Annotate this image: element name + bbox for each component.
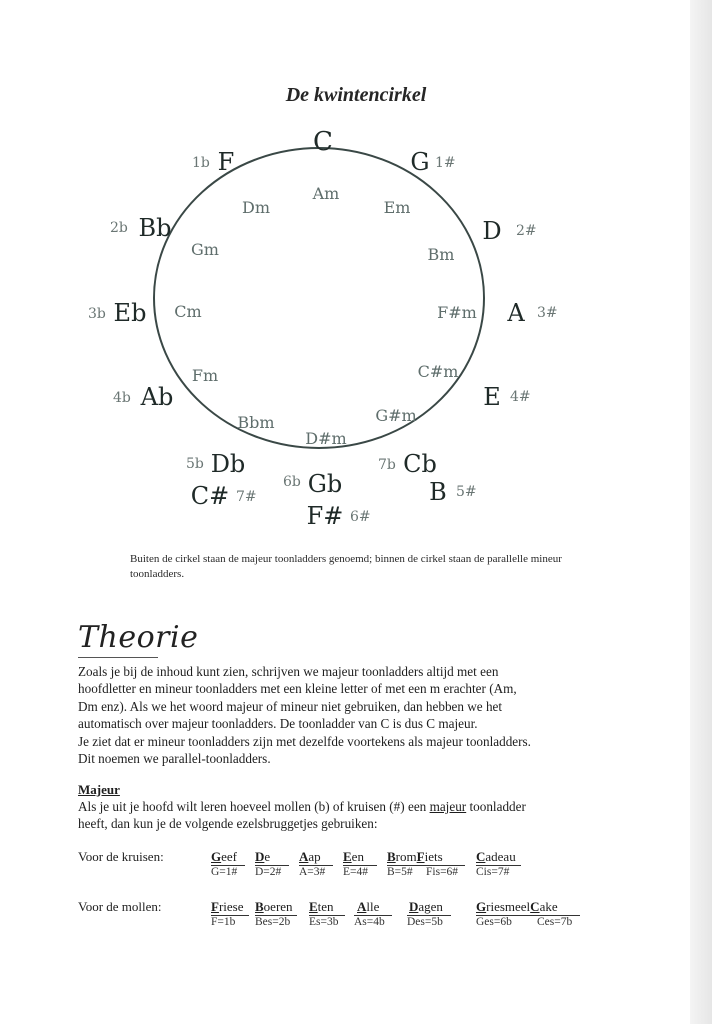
- mnemonic-word-geef: [211, 849, 237, 865]
- major-acc-db: 5b: [186, 456, 204, 472]
- minor-key-bm: Bm: [427, 245, 455, 264]
- minor-key-csharpm: C#m: [417, 362, 459, 381]
- mnemonic-initial: E: [309, 899, 318, 914]
- theory-line: Zoals je bij de inhoud kunt zien, schrijven we majeur toonladders altijd met een: [78, 664, 499, 679]
- major-key-ab: Ab: [140, 383, 174, 411]
- majeur-emphasis: majeur: [429, 799, 467, 814]
- mnemonic-word-dagen: [409, 899, 443, 915]
- major-key-cb: Cb: [403, 450, 437, 478]
- theory-line: automatisch over majeur toonladders. De toonladder van C is dus C majeur.: [78, 716, 478, 732]
- majeur-line-2: heeft, dan kun je de volgende ezelsbruggetjes gebruiken:: [78, 816, 378, 831]
- theory-line: Dit noemen we parallel-toonladders.: [78, 751, 271, 767]
- page-title: De kwintencirkel: [285, 84, 427, 106]
- mnemonic-rest: ake: [539, 899, 558, 914]
- mnemonic-rest: rom: [395, 849, 417, 864]
- majeur-paragraph: [78, 798, 598, 832]
- mnemonic-rest: ap: [308, 849, 321, 864]
- major-key-eb: Eb: [113, 299, 147, 327]
- mnemonic-value: Des=5b: [407, 916, 443, 928]
- mnemonic-rest: lle: [366, 899, 380, 914]
- major-key-f: F: [217, 148, 235, 176]
- mnemonic-initial: B: [387, 849, 396, 864]
- mnemonic-rest: e: [264, 849, 271, 864]
- majeur-line-1: [78, 798, 598, 815]
- majeur-heading: Majeur: [78, 782, 120, 797]
- major-key-b: B: [429, 478, 447, 506]
- mnemonic-word-eten: [309, 899, 334, 915]
- major-acc-g: 1#: [435, 155, 456, 171]
- theory-line: hoofdletter en mineur toonladders met een kleine letter of met een m erachter (Am,: [78, 681, 517, 697]
- mnemonic-rest: eef: [221, 849, 237, 864]
- mnemonic-word-boeren: [255, 899, 293, 915]
- mnemonic-initial: A: [299, 849, 309, 864]
- major-key-a: A: [507, 299, 525, 327]
- major-key-fsharp: F#: [306, 502, 344, 530]
- minor-key-gsharpm: G#m: [375, 406, 417, 425]
- mnemonic-value: D=2#: [255, 866, 282, 878]
- theory-paragraph: [78, 663, 598, 767]
- major-acc-bb: 2b: [110, 220, 128, 236]
- major-key-e: E: [483, 383, 501, 411]
- major-key-g: G: [410, 148, 430, 176]
- mnemonic-word-alle: [357, 899, 379, 915]
- theory-line: Dm enz). Als we het woord majeur of mineur niet gebruiken, dan hebben we het: [78, 698, 503, 714]
- circle-caption: Buiten de cirkel staan de majeur toonladders genoemd; binnen de cirkel staan de parallelle mineur toonladders.: [130, 553, 562, 580]
- minor-key-fm: Fm: [191, 366, 219, 385]
- major-key-d: D: [482, 217, 502, 245]
- mnemonic-rest: adeau: [485, 849, 516, 864]
- mnemonic-value: F=1b: [211, 916, 236, 928]
- mnemonic-value: Ces=7b: [537, 916, 573, 928]
- mnemonic-initial: C: [476, 849, 486, 864]
- mnemonic-word-cadeau: [476, 849, 516, 865]
- mnemonic-value: Cis=7#: [476, 866, 510, 878]
- mnemonic-initial: C: [530, 899, 540, 914]
- theory-heading: Theorie: [78, 620, 199, 655]
- mnemonic-rest: riesmeel: [486, 899, 531, 914]
- major-key-csharp: C#: [190, 482, 230, 510]
- major-acc-ab: 4b: [113, 390, 131, 406]
- mnemonic-initial: F: [211, 899, 219, 914]
- mnemonic-initial: A: [357, 899, 367, 914]
- mnemonic-value: G=1#: [211, 866, 238, 878]
- mnemonic-word-de: [255, 849, 270, 865]
- mnemonic-value: B=5#: [387, 866, 413, 878]
- major-acc-eb: 3b: [88, 306, 106, 322]
- minor-key-fsharpm: F#m: [437, 303, 477, 322]
- mnemonic-initial: E: [343, 849, 352, 864]
- mnemonic-initial: D: [409, 899, 419, 914]
- mnemonic-initial: G: [211, 849, 222, 864]
- minor-key-bbm: Bbm: [237, 413, 275, 432]
- mnemonic-value: As=4b: [354, 916, 385, 928]
- major-acc-csharp: 7#: [236, 489, 257, 505]
- majeur-line-1-start: Als je uit je hoofd wilt leren hoeveel mollen (b) of kruisen (#) een: [78, 799, 430, 814]
- mnemonic-value: Bes=2b: [255, 916, 291, 928]
- major-key-c: C: [313, 127, 333, 157]
- major-key-bb: Bb: [138, 214, 172, 242]
- major-acc-a: 3#: [537, 305, 558, 321]
- major-acc-fsharp: 6#: [350, 509, 371, 525]
- flats-label: Voor de mollen:: [78, 899, 162, 914]
- minor-key-em: Em: [383, 198, 411, 217]
- mnemonic-word-bromfiets: [387, 849, 443, 865]
- major-acc-cb: 7b: [378, 457, 396, 473]
- major-key-db: Db: [210, 450, 246, 478]
- mnemonic-rest: riese: [218, 899, 244, 914]
- mnemonic-word-griesmeelcake: [476, 899, 558, 915]
- mnemonic-initial: F: [416, 849, 425, 864]
- mnemonic-rest: iets: [424, 849, 443, 864]
- mnemonic-word-aap: [299, 849, 321, 865]
- mnemonic-value: Fis=6#: [426, 866, 459, 878]
- mnemonic-word-een: [343, 849, 364, 865]
- majeur-line-1-end: toonladder: [466, 799, 526, 814]
- mnemonic-initial: G: [476, 899, 487, 914]
- mnemonic-value: Ges=6b: [476, 916, 512, 928]
- minor-key-am: Am: [312, 184, 340, 203]
- theory-heading-rule: [78, 657, 158, 658]
- mnemonic-value: Es=3b: [309, 916, 339, 928]
- mnemonic-value: A=3#: [299, 866, 326, 878]
- mnemonic-rest: oeren: [263, 899, 293, 914]
- major-acc-b: 5#: [456, 484, 477, 500]
- major-acc-gb: 6b: [283, 474, 301, 490]
- major-acc-d: 2#: [516, 223, 537, 239]
- mnemonic-word-friese: [211, 899, 244, 915]
- mnemonic-rest: agen: [418, 899, 443, 914]
- mnemonic-value: E=4#: [343, 866, 369, 878]
- major-key-gb: Gb: [307, 470, 343, 498]
- mnemonic-initial: D: [255, 849, 265, 864]
- major-acc-e: 4#: [510, 389, 531, 405]
- minor-key-cm: Cm: [174, 302, 202, 321]
- major-acc-f: 1b: [192, 155, 210, 171]
- minor-key-dsharpm: D#m: [305, 429, 347, 448]
- sharps-label: Voor de kruisen:: [78, 849, 164, 864]
- theory-line: Je ziet dat er mineur toonladders zijn met dezelfde voortekens als majeur toonladders.: [78, 733, 531, 749]
- mnemonic-rest: en: [351, 849, 364, 864]
- mnemonic-initial: B: [255, 899, 264, 914]
- minor-key-gm: Gm: [191, 240, 219, 259]
- minor-key-dm: Dm: [242, 198, 270, 217]
- mnemonic-rest: ten: [317, 899, 334, 914]
